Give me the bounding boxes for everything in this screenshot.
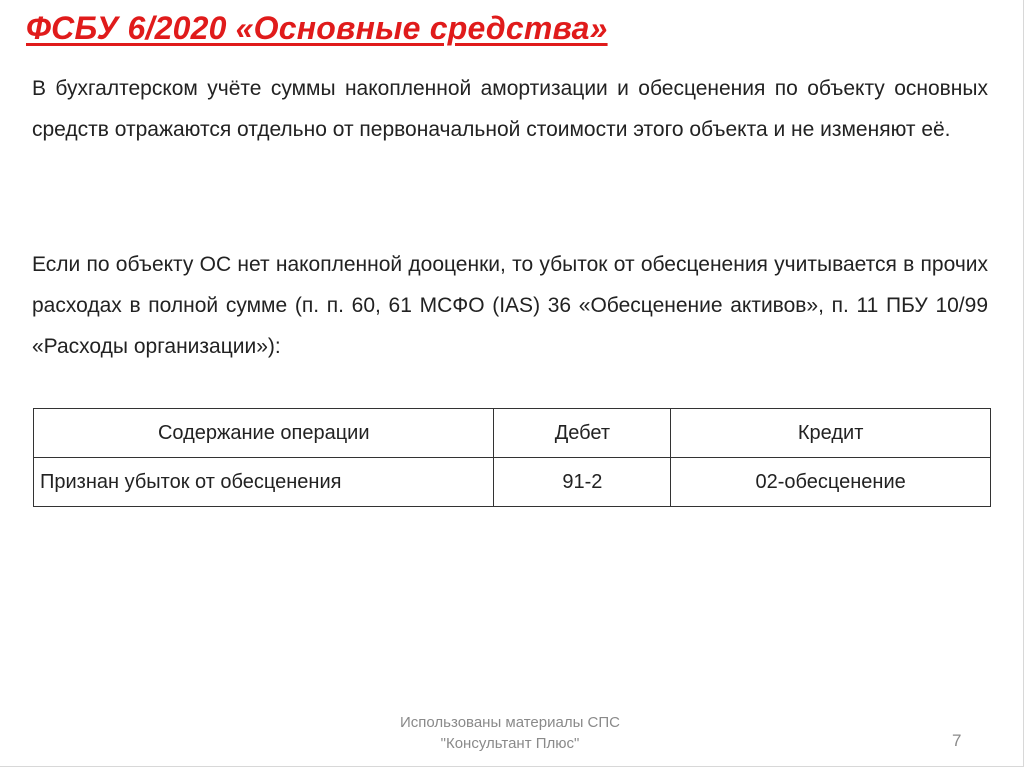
- paragraph-amortization: В бухгалтерском учёте суммы накопленной амортизации и обесценения по объекту основных средств отражаются отдельно от первоначальной стоимости этого объекта и не изменяют её.: [32, 77, 988, 141]
- entries-table: [33, 408, 991, 507]
- footer-line-1: Использованы материалы СПС: [400, 714, 620, 731]
- cell-credit: 02-обесценение: [671, 458, 991, 507]
- cell-operation: Признан убыток от обесценения: [34, 458, 494, 507]
- source-footer: [340, 712, 680, 754]
- header-operation: Содержание операции: [34, 409, 494, 458]
- footer-line-2: "Консультант Плюс": [440, 735, 580, 752]
- header-credit: Кредит: [671, 409, 991, 458]
- table-header-row: [34, 409, 991, 458]
- slide-title: ФСБУ 6/2020 «Основные средства»: [26, 10, 608, 46]
- table-row: [34, 458, 991, 507]
- page-number: 7: [952, 731, 962, 750]
- paragraph-impairment-loss: Если по объекту ОС нет накопленной дооценки, то убыток от обесценения учитывается в прочих расходах в полной сумме (п. п. 60, 61 МСФО (IAS) 36 «Обесценение активов», п. 11 ПБУ 10/99 «Расходы организации»):: [32, 253, 988, 358]
- header-debit: Дебет: [494, 409, 671, 458]
- cell-debit: 91-2: [494, 458, 671, 507]
